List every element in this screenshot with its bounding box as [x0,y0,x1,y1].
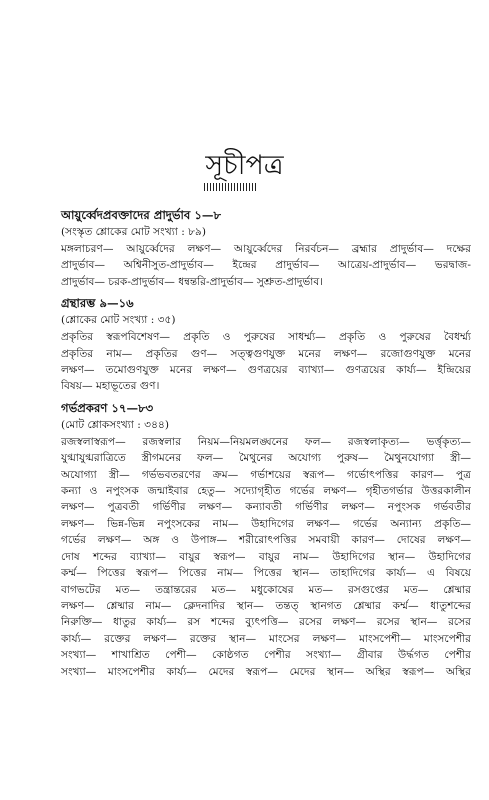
section-line: লক্ষণ— শ্লেষ্মার নাম— ক্লেদনাদির স্থান— তন্তত্ স্থানগত শ্লেষ্মার কর্ম্ম— ধাতুশব্দের [61,599,471,612]
section-subheading: (সংস্কৃত শ্লোকের মোট সংখ্যা : ৮৯) [61,226,207,238]
section-line: কন্যা ও নপুংসক জন্মাইবার হেতু— সদ্যোগৃহীত গর্ভের লক্ষণ— গৃহীতগর্ভার উত্তরকালীন [61,485,471,498]
section-body [61,241,471,290]
section-line: বাগভটের মত— তন্ত্রান্তরের মত— মধুকোষের মত— রসগুপ্তের মত— শ্লেষ্মার [61,583,471,596]
section-heading: গ্রন্থারম্ভ ৯—১৬ [61,296,134,311]
section-line: প্রাদুর্ভাব— চরক-প্রাদুর্ভাব— ধন্বন্তরি-প্রাদুর্ভাব— সুশ্রুত-প্রাদুর্ভাব। [61,275,324,288]
section-line: যুগ্মাযুগ্মরাত্রিতে স্ত্রীগমনের ফল— মৈথুনের অযোগ্য পুরুষ— মৈথুনযোগ্যা স্ত্রী— [61,452,471,465]
section-heading: গর্ভপ্রকরণ ১৭—৮৩ [61,400,154,415]
toc-content [61,202,471,680]
section-line: সংখ্যা— মাংসপেশীর কার্য্য— মেদের স্বরূপ— মেদের স্থান— অস্থির স্বরূপ— অস্থির [61,665,471,678]
toc-section [61,295,471,395]
section-line: কার্য্য— রক্তের লক্ষণ— রক্তের স্থান— মাংসের লক্ষণ— মাংসপেশী— মাংসপেশীর [61,632,471,645]
section-line: দোষ শব্দের ব্যাখ্যা— বায়ুর স্বরূপ— বায়ুর নাম— উহাদিগের স্থান— উহাদিগের [61,550,471,563]
section-body [61,329,471,395]
section-body [61,434,471,680]
section-line: লক্ষণ— ভিন্ন-ভিন্ন নপুংসকের নাম— উহাদিগের লক্ষণ— গর্ভের অন্যান্য প্রকৃতি— [61,517,471,530]
section-line: অযোগ্যা স্ত্রী— গর্ভভবতরণের ক্রম— গর্ভাশয়ের স্বরূপ— গর্ভোৎপত্তির কারণ— পুত্র [61,468,471,481]
section-line: গর্ভের লক্ষণ— অঙ্গ ও উপাঙ্গ— শরীরোৎপত্তির সমবায়ী কারণ— দোষের লক্ষণ— [61,534,471,547]
section-line: প্রাদুর্ভাব— অশ্বিনীসুত-প্রাদুর্ভাব— ইন্দ্রের প্রাদুর্ভাব— আত্রেয়-প্রাদুর্ভাব— ভরদ্বাজ- [61,259,471,272]
toc-section [61,207,471,290]
toc-section [61,400,471,680]
section-line: রজস্বলাস্বরূপ— রজস্বলার নিয়ম—নিয়মলঙ্ঘনের ফল— রজস্বলাকৃত্য— ভর্ত্তৃকৃত্য— [61,435,471,448]
section-line: বিষয়— মহাভূতের গুণ। [61,380,160,393]
section-subheading: (মোট শ্লোকসংখ্যা : ৩৪৪) [61,418,169,431]
section-heading: আয়ুর্ব্বেদপ্রবক্তাদের প্রাদুর্ভাব ১—৮ [61,208,222,222]
section-line: সংখ্যা— শাখাশ্রিত পেশী— কোষ্ঠগত পেশীর সংখ্যা— গ্রীবার উর্দ্ধগত পেশীর [61,649,471,662]
section-line: নিরুক্তি— ধাতুর কার্য্য— রস শব্দের ব্যুৎপত্তি— রসের লক্ষণ— রসের স্থান— রসের [61,616,471,629]
section-line: লক্ষণ— পুত্রবতী গর্ভিণীর লক্ষণ— কন্যাবতী গর্ভিণীর লক্ষণ— নপুংসক গর্ভবতীর [61,501,471,514]
section-line: প্রকৃতির স্বরূপবিশেষণ— প্রকৃতি ও পুরুষের সাধর্ম্ম্য— প্রকৃতি ও পুরুষের বৈধর্ম্ম্য [61,331,471,344]
section-line: মঙ্গলাচরণ— আয়ুর্ব্বেদের লক্ষণ— আয়ুর্ব্বেদের নিরর্বচন— ব্রহ্মার প্রাদুর্ভাব— দক্ষের [61,243,471,255]
section-line: লক্ষণ— তমোগুণযুক্ত মনের লক্ষণ— গুণত্রয়ের ব্যাখ্যা— গুণত্রয়ের কার্য্য— ইন্দ্রিয়ের [61,364,471,377]
page-title: সূচীপত্র [205,150,284,181]
section-line: প্রকৃতির নাম— প্রকৃতির গুণ— সত্ত্বগুণযুক্ত মনের লক্ষণ— রজোগুণযুক্ত মনের [61,347,471,360]
section-subheading: (শ্লোকের মোট সংখ্যা : ৩৫) [61,314,176,327]
title-ornament-rule [204,183,258,191]
section-line: কর্ম্ম— পিত্তের স্বরূপ— পিত্তের নাম— পিত্তের স্থান— তাহাদিগের কার্য্য— এ বিষয়ে [61,567,471,580]
